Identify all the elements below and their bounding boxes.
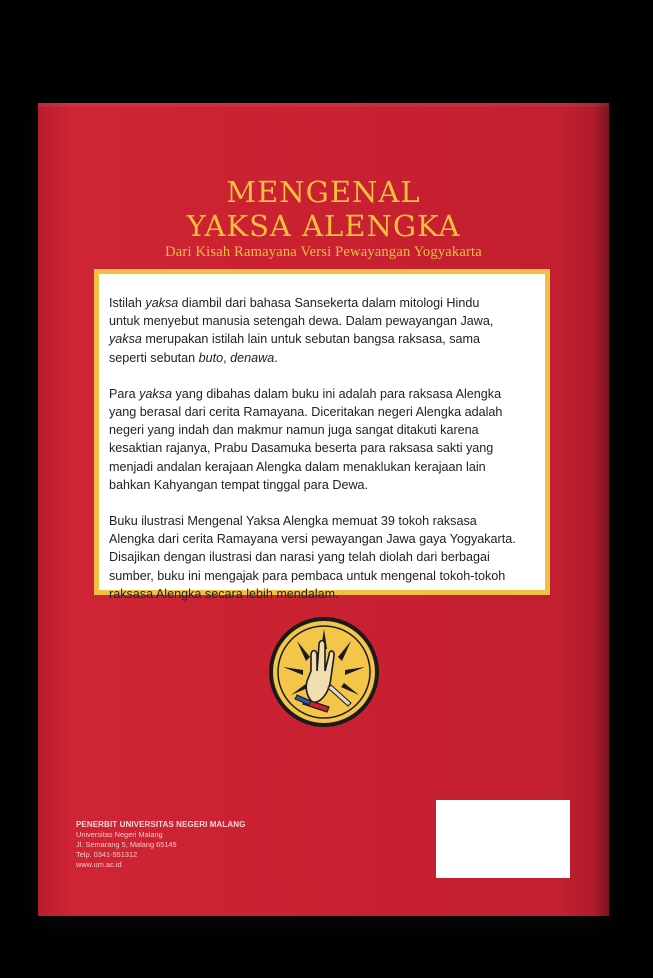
publisher-line-1: Universitas Negeri Malang [76, 830, 163, 839]
publisher-phone: Telp. 0341-551312 [76, 850, 138, 859]
text-span: diambil dari bahasa Sansekerta dalam mitologi Hindu untuk menyebut manusia setengah dewa. Dalam pewayangan Jawa, [109, 296, 494, 329]
italic-term: yaksa [109, 332, 142, 347]
book-subtitle: Dari Kisah Ramayana Versi Pewayangan Yogyakarta [165, 244, 482, 260]
text-span: Para [109, 386, 140, 401]
publisher-name: PENERBIT UNIVERSITAS NEGERI MALANG [76, 820, 246, 829]
barcode-placeholder [436, 800, 570, 878]
text-span: . [274, 350, 278, 365]
blurb-paragraph-2 [103, 385, 545, 494]
publisher-website: www.um.ac.id [76, 860, 122, 869]
italic-term: buto [198, 350, 224, 365]
publisher-address: Jl. Semarang 5, Malang 65145 [76, 840, 177, 849]
text-span: yang dibahas dalam buku ini adalah para raksasa Alengka yang berasal dari cerita Ramayana. Diceritakan negeri Alengka adalah negeri yang indah dan makmur namun juga sangat ditakuti karena kesaktian rajanya, Prabu Dasamuka beserta para raksasa sakti yang menjadi andalan kerajaan Alengka dalam menaklukan kerajaan lain bahkan Kahyangan tempat tinggal para Dewa. [109, 386, 503, 492]
italic-term: denawa [230, 350, 275, 365]
blurb-paragraph-1 [103, 294, 545, 367]
text-span: Istilah [109, 296, 146, 310]
blurb-paragraph-3: Buku ilustrasi Mengenal Yaksa Alengka memuat 39 tokoh raksasa Alengka dari cerita Ramayana versi pewayangan Jawa gaya Yogyakarta. Disajikan dengan ilustrasi dan narasi yang telah diolah dari berbagai sumber, buku ini mengajak para pembaca untuk mengenal tokoh-tokoh raksasa Alengka secara lebih mendalam. [109, 514, 516, 601]
italic-term: yaksa [139, 386, 173, 401]
text-span: , [223, 350, 231, 365]
italic-term: yaksa [145, 296, 179, 310]
blurb-box [94, 269, 550, 601]
book-title-line-1: MENGENAL [226, 175, 421, 209]
emblem-svg [267, 615, 381, 729]
book-title-line-2: YAKSA ALENGKA [186, 209, 461, 243]
text-span: merupakan istilah lain untuk sebutan bangsa raksasa, sama seperti sebutan [109, 332, 481, 365]
publisher-info [76, 819, 246, 870]
hand-emblem-icon [267, 615, 381, 729]
book-back-cover [38, 103, 609, 916]
cover-top-edge [38, 103, 609, 107]
